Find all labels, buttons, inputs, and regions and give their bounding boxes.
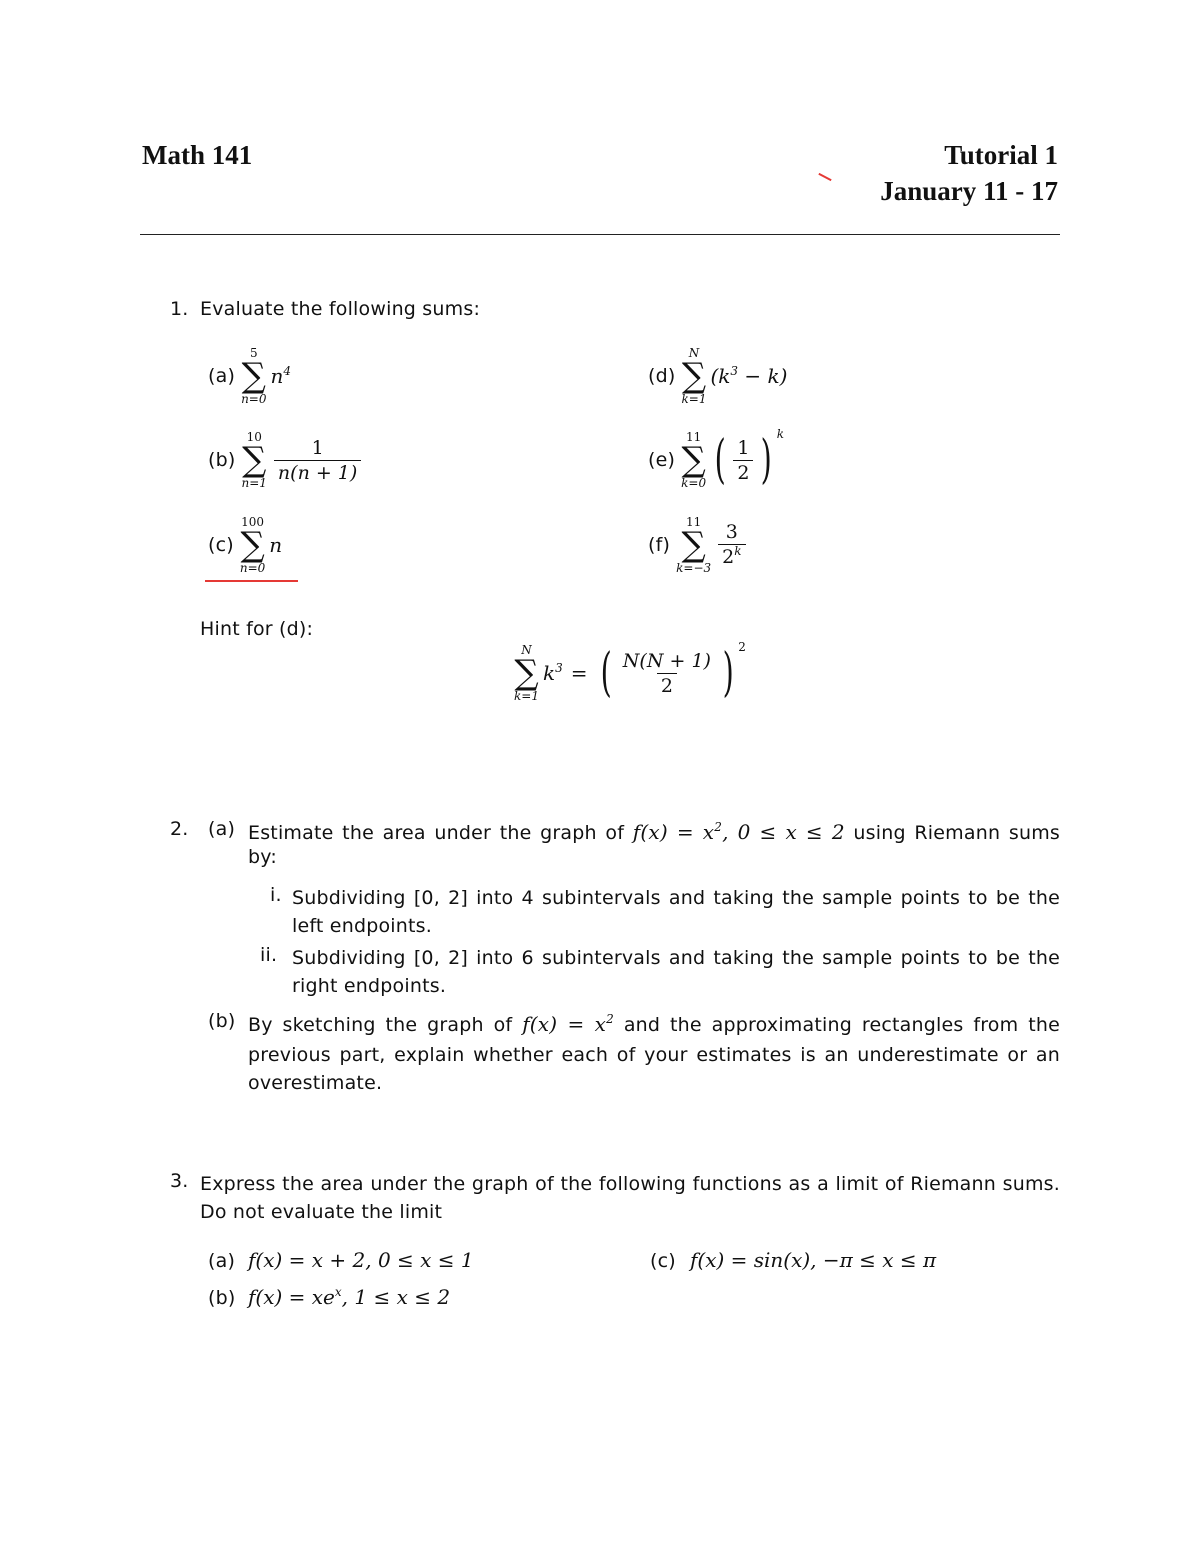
q1-a-lower: n=0 xyxy=(241,392,267,406)
q1-c-sigma xyxy=(240,515,265,575)
q3-a-expr: f(x) = x + 2, 0 ≤ x ≤ 1 xyxy=(248,1248,474,1272)
q2-number: 2. xyxy=(170,818,189,840)
q1-d-exp: 3 xyxy=(730,364,739,378)
q1-d-label: (d) xyxy=(648,365,676,387)
q2-a-line1 xyxy=(248,818,1060,849)
q1-b-numerator: 1 xyxy=(311,436,324,459)
q2-i-text: Subdividing [0, 2] into 4 subintervals and taking the sample points to be the left endpoints. xyxy=(292,887,1060,937)
q2-b-text-1: By sketching the graph of xyxy=(248,1014,513,1036)
q1-b-lower: n=1 xyxy=(241,476,267,490)
sigma-symbol: ∑ xyxy=(681,356,707,396)
sigma-symbol: ∑ xyxy=(514,653,539,693)
q1-f-fraction xyxy=(718,520,745,571)
q1-part-c xyxy=(208,515,282,575)
hint-equals: = xyxy=(570,661,588,685)
q1-e-denominator: 2 xyxy=(733,460,753,485)
q2-b-math: f(x) = x xyxy=(522,1012,607,1036)
q2-ii-label: ii. xyxy=(260,944,278,966)
q1-e-lower: k=0 xyxy=(681,476,707,490)
q1-b-sigma xyxy=(242,430,267,490)
q2-b-text xyxy=(248,1010,1060,1097)
hint-lhs: $k^3$ xyxy=(542,661,563,685)
q1-e-label: (e) xyxy=(648,449,676,471)
q1-part-e xyxy=(648,427,785,490)
q1-d-body xyxy=(710,364,787,388)
q1-a-upper: 5 xyxy=(249,346,258,360)
q3-c-expr: f(x) = sin(x), −π ≤ x ≤ π xyxy=(690,1248,937,1272)
header-divider xyxy=(140,234,1060,235)
sigma-symbol: ∑ xyxy=(240,525,265,565)
q2-b-math-exp: 2 xyxy=(606,1012,614,1026)
q2-a-label: (a) xyxy=(208,818,236,840)
right-paren: ) xyxy=(722,643,734,703)
sigma-symbol: ∑ xyxy=(681,440,706,480)
q1-part-d xyxy=(648,346,787,406)
q1-a-label: (a) xyxy=(208,365,236,387)
q2-b-label: (b) xyxy=(208,1010,236,1032)
tutorial-title: Tutorial 1 xyxy=(944,140,1058,170)
q2-ii-text: Subdividing [0, 2] into 6 subintervals and taking the sample points to be the right endpoints. xyxy=(292,947,1060,997)
q1-f-upper: 11 xyxy=(685,515,702,529)
q1-d-body-tail: − k) xyxy=(738,364,788,388)
q2-a-line2: by: xyxy=(248,846,277,868)
q1-c-label: (c) xyxy=(208,534,234,556)
q3-number: 3. xyxy=(170,1170,189,1192)
q3-b-exp: x xyxy=(334,1285,342,1299)
q1-d-sigma xyxy=(682,346,707,406)
q2-a-math-exp: 2 xyxy=(714,820,723,834)
q2-i-label: i. xyxy=(270,884,282,906)
left-paren: ( xyxy=(714,430,726,490)
q1-e-numerator: 1 xyxy=(737,436,750,459)
q2-a-function xyxy=(633,820,845,844)
red-annotation-mark xyxy=(818,173,831,181)
q1-c-lower: n=0 xyxy=(239,561,266,575)
q1-part-f xyxy=(648,515,749,575)
q1-f-den-exp: k xyxy=(734,543,742,558)
q1-prompt: Evaluate the following sums: xyxy=(200,298,481,320)
red-underline-annotation xyxy=(205,580,298,582)
q3-b-expr-2: , 1 ≤ x ≤ 2 xyxy=(341,1285,451,1309)
hint-sigma xyxy=(514,643,539,703)
q1-number: 1. xyxy=(170,298,189,320)
q2-a-text-2: using Riemann sums xyxy=(853,822,1060,844)
q1-f-den-base: 2 xyxy=(722,545,735,568)
q1-a-body: $n^4$ xyxy=(270,364,292,388)
q1-c-upper: 100 xyxy=(241,515,265,529)
q1-part-a xyxy=(208,346,291,406)
left-paren: ( xyxy=(600,643,612,703)
q1-b-upper: 10 xyxy=(246,430,262,444)
q3-b-expr-1: f(x) = xe xyxy=(248,1285,335,1309)
q1-b-denominator: n(n + 1) xyxy=(274,460,361,485)
course-title: Math 141 xyxy=(142,140,253,170)
q1-hint-label: Hint for (d): xyxy=(200,618,314,640)
q3-prompt: Express the area under the graph of the following functions as a limit of Riemann sums. Do not evaluate the limit xyxy=(200,1173,1060,1223)
tutorial-dates: January 11 - 17 xyxy=(880,176,1058,206)
q2-a-math-2: , 0 ≤ x ≤ 2 xyxy=(722,820,845,844)
hint-lhs-exp: 3 xyxy=(555,661,563,675)
q1-hint-formula xyxy=(508,640,746,703)
right-paren: ) xyxy=(761,430,773,490)
q1-b-label: (b) xyxy=(208,449,236,471)
q3-c-label: (c) xyxy=(650,1250,676,1272)
q1-d-body-base: (k xyxy=(710,364,731,388)
q1-e-sigma xyxy=(681,430,706,490)
hint-exp: 2 xyxy=(738,640,746,654)
q1-d-upper: N xyxy=(688,346,700,360)
hint-fraction xyxy=(619,649,715,698)
q1-part-b xyxy=(208,430,364,490)
sigma-symbol: ∑ xyxy=(241,356,266,396)
q3-b-label: (b) xyxy=(208,1287,236,1309)
q1-f-sigma xyxy=(676,515,711,575)
q1-e-exp: k xyxy=(776,427,785,441)
q3-b-expr xyxy=(248,1285,450,1309)
q2-a-text-1: Estimate the area under the graph of xyxy=(248,822,625,844)
q1-a-sigma xyxy=(241,346,266,406)
q1-f-lower: k=−3 xyxy=(676,561,712,575)
sigma-symbol: ∑ xyxy=(242,440,267,480)
q2-a-math-1: f(x) = x xyxy=(632,820,715,844)
q2-b-text-2: and the approximating rectangles from the previous part, explain whether each of your estimates is an underestimate or an overestimate. xyxy=(248,1014,1060,1094)
hint-lower: k=1 xyxy=(514,689,539,703)
q2-b-function xyxy=(522,1012,614,1036)
q1-e-fraction xyxy=(733,436,753,485)
hint-numerator: N(N + 1) xyxy=(622,649,711,672)
hint-upper: N xyxy=(521,643,532,657)
q1-d-lower: k=1 xyxy=(681,392,707,406)
q1-f-denominator xyxy=(718,544,745,571)
hint-denominator: 2 xyxy=(657,673,677,698)
q1-f-label: (f) xyxy=(648,534,671,556)
q1-f-numerator: 3 xyxy=(725,520,738,543)
q1-b-fraction xyxy=(274,436,361,485)
sigma-symbol: ∑ xyxy=(681,525,706,565)
q1-e-upper: 11 xyxy=(685,430,702,444)
q3-a-label: (a) xyxy=(208,1250,236,1272)
q1-c-body: n xyxy=(269,533,283,557)
